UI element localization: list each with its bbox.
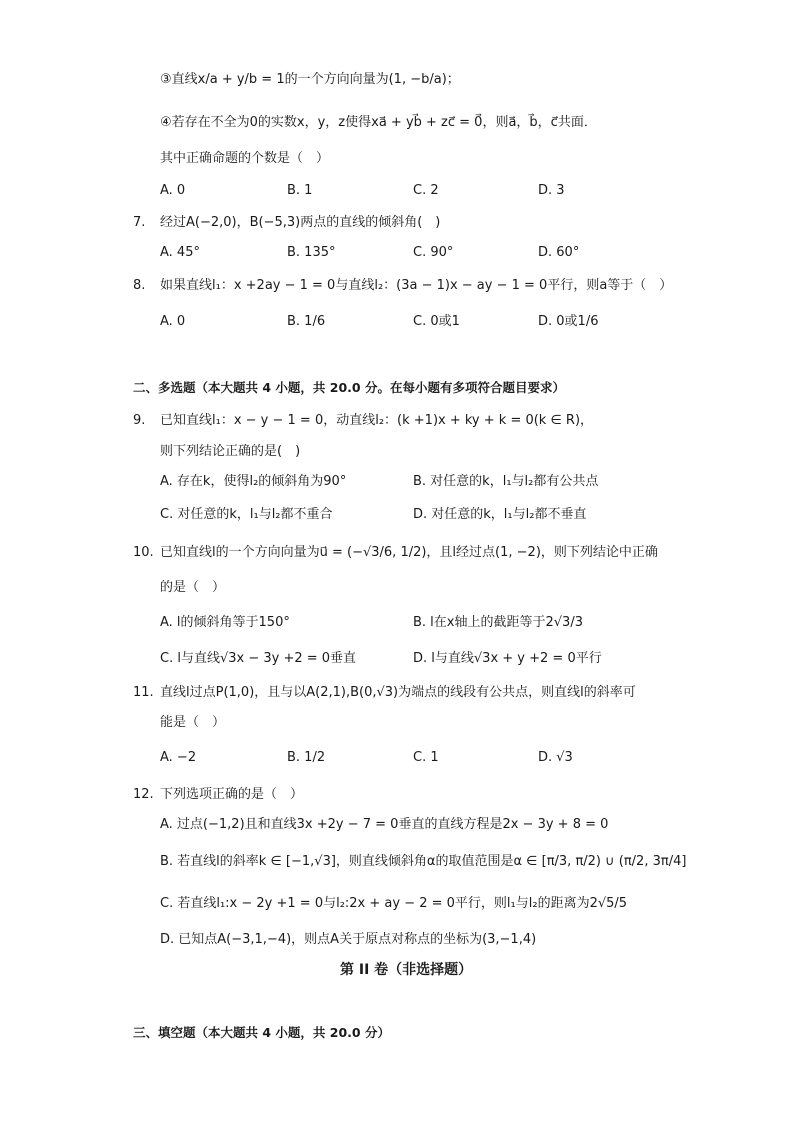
q12-num: 12. [133,787,154,802]
q6-B: B. 1 [287,183,313,198]
q8-C: C. 0或1 [413,314,460,329]
q11-A: A. −2 [160,750,197,765]
q12-D: D. 已知点A(−3,1,−4)，则点A关于原点对称点的坐标为(3,−1,4) [160,932,537,947]
q10-B: B. l在x轴上的截距等于2√3/3 [413,615,583,630]
q7-num: 7. [133,215,146,230]
q11-stem2: 能是（ ） [160,715,226,730]
q6-C: C. 2 [413,183,439,198]
q9-C: C. 对任意的k，l₁与l₂都不重合 [160,507,333,522]
q9-num: 9. [133,413,146,428]
q9-stem: 已知直线l₁：x − y − 1 = 0，动直线l₂：(k +1)x + ky + k = 0(k ∈ R)， [160,413,594,428]
q7-D: D. 60° [538,245,580,260]
q8-A: A. 0 [160,314,186,329]
q6-D: D. 3 [538,183,565,198]
section-fill-in-heading: 三、填空题（本大题共 4 小题，共 20.0 分） [133,1025,390,1040]
q7-stem: 经过A(−2,0)，B(−5,3)两点的直线的倾斜角( ) [160,215,441,230]
q9-B: B. 对任意的k，l₁与l₂都有公共点 [413,474,599,489]
q9-A: A. 存在k，使得l₂的倾斜角为90° [160,474,347,489]
q11-B: B. 1/2 [287,750,326,765]
q7-C: C. 90° [413,245,454,260]
part-two-heading: 第 II 卷（非选择题） [340,962,473,978]
q11-D: D. √3 [538,750,573,765]
q8-stem: 如果直线l₁：x +2ay − 1 = 0与直线l₂：(3a − 1)x − ay − 1 = 0平行，则a等于（ ） [160,278,673,293]
q7-B: B. 135° [287,245,336,260]
q8-D: D. 0或1/6 [538,314,599,329]
q10-stem: 已知直线l的一个方向向量为u⃗ = (−√3/6, 1/2)，且l经过点(1, −2)，则下列结论中正确 [160,545,658,560]
q12-C: C. 若直线l₁:x − 2y +1 = 0与l₂:2x + ay − 2 = 0平行，则l₁与l₂的距离为2√5/5 [160,896,628,911]
l-q6-stem2: 其中正确命题的个数是（ ） [160,151,330,166]
q11-num: 11. [133,685,154,700]
q6-A: A. 0 [160,183,186,198]
q10-A: A. l的倾斜角等于150° [160,615,290,630]
l-p3: ③直线x/a + y/b = 1的一个方向向量为(1, −b/a)； [160,72,460,87]
q12-stem: 下列选项正确的是（ ） [160,787,304,802]
q10-num: 10. [133,545,154,560]
q8-B: B. 1/6 [287,314,326,329]
l-p4: ④若存在不全为0的实数x，y，z使得xa⃗ + yb⃗ + zc⃗ = 0⃗，则a⃗，b⃗，c⃗共面． [160,115,597,130]
q10-C: C. l与直线√3x − 3y +2 = 0垂直 [160,651,357,666]
q11-stem: 直线l过点P(1,0)，且与以A(2,1),B(0,√3)为端点的线段有公共点，则直线l的斜率可 [160,685,636,700]
q12-B: B. 若直线l的斜率k ∈ [−1,√3]，则直线倾斜角α的取值范围是α ∈ [π/3, π/2) ∪ (π/2, 3π/4] [160,854,687,869]
q10-stem2: 的是（ ） [160,580,226,595]
q12-A: A. 过点(−1,2)且和直线3x +2y − 7 = 0垂直的直线方程是2x − 3y + 8 = 0 [160,817,609,832]
q9-D: D. 对任意的k，l₁与l₂都不垂直 [413,507,587,522]
q7-A: A. 45° [160,245,200,260]
q9-stem2: 则下列结论正确的是( ) [160,444,301,459]
section-multiple-choice-heading: 二、多选题（本大题共 4 小题，共 20.0 分。在每小题有多项符合题目要求） [133,380,565,395]
q8-num: 8. [133,278,146,293]
q10-D: D. l与直线√3x + y +2 = 0平行 [413,651,602,666]
q11-C: C. 1 [413,750,439,765]
